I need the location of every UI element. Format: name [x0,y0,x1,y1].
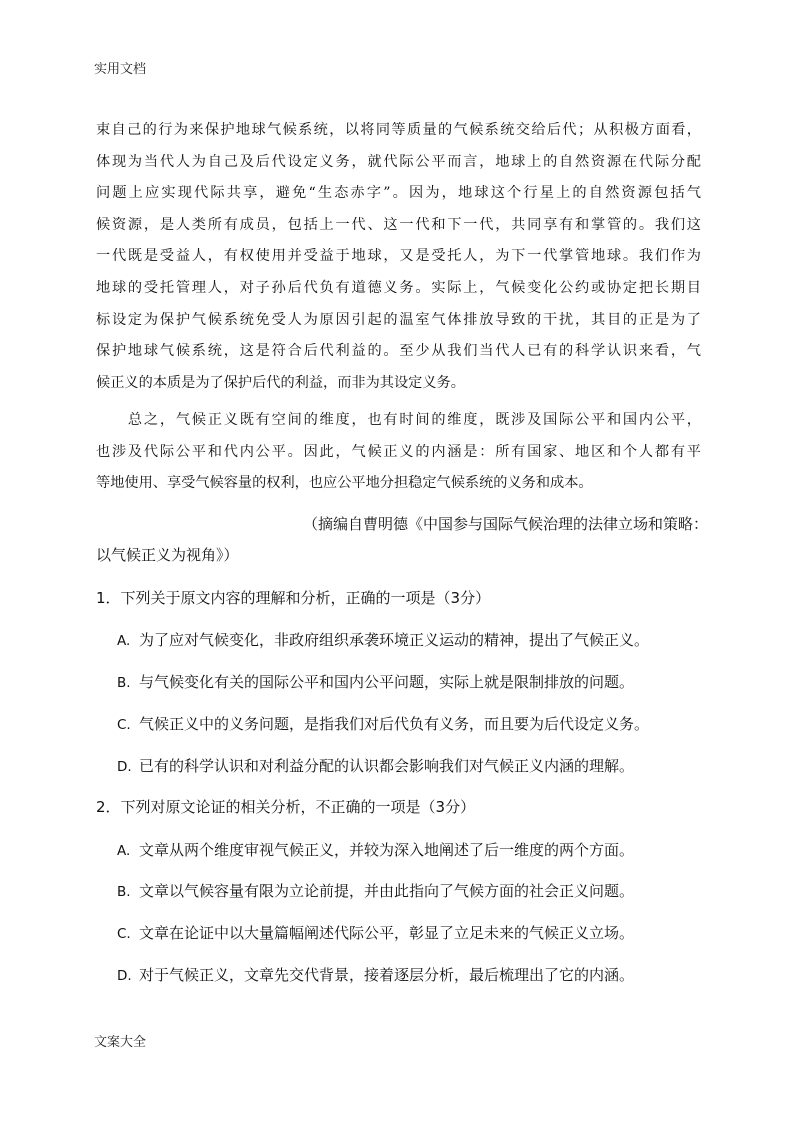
option-text: 文章在论证中以大量篇幅阐述代际公平，彰显了立足未来的气候正义立场。 [139,924,635,942]
option-text: 气候正义中的义务问题，是指我们对后代负有义务，而且要为后代设定义务。 [139,715,650,733]
option-letter: D. [117,968,132,984]
option-text: 为了应对气候变化，非政府组织承袭环境正义运动的精神，提出了气候正义。 [139,631,650,649]
option-letter: D. [117,759,132,775]
source-citation [96,509,708,571]
option-letter: C. [117,926,131,942]
passage-line: 等地使用、享受气候容量的权利，也应公平地分担稳定气候系统的义务和成本。 [96,475,593,492]
option-letter: A. [117,843,131,859]
option-letter: A. [117,633,131,649]
option-letter: B. [117,884,131,900]
source-line-1: （摘编自曹明德《中国参与国际气候治理的法律立场和策略： [302,515,708,533]
question-2-option-b[interactable] [117,881,634,902]
option-letter: B. [117,675,131,691]
option-letter: C. [117,717,131,733]
source-line-2: 以气候正义为视角》） [96,546,239,564]
question-2-option-a[interactable] [117,840,634,861]
option-text: 文章从两个维度审视气候正义，并较为深入地阐述了后一维度的两个方面。 [139,841,635,859]
passage-line: 候正义的本质是为了保护后代的利益，而非为其设定义务。 [96,374,465,391]
passage-line: 一代既是受益人，有权使用并受益于地球，又是受托人，为下一代掌管地球。我们作为 [96,248,701,265]
option-text: 与气候变化有关的国际公平和国内公平问题，实际上就是限制排放的问题。 [139,673,635,691]
passage-line: 保护地球气候系统，这是符合后代利益的。至少从我们当代人已有的科学认识来看，气 [96,343,701,360]
question-1-option-b[interactable] [117,672,634,693]
passage-line: 束自己的行为来保护地球气候系统，以将同等质量的气候系统交给后代；从积极方面看， [96,122,701,138]
passage-line: 候资源，是人类所有成员，包括上一代、这一代和下一代，共同享有和掌管的。我们这 [96,216,701,233]
page-header: 实用文档 [94,62,147,77]
question-1-option-a[interactable] [117,630,649,651]
question-2-option-d[interactable] [117,965,634,986]
passage-line: 也涉及代际公平和代内公平。因此，气候正义的内涵是：所有国家、地区和个人都有平 [96,443,701,460]
passage-paragraph-1 [96,115,701,399]
passage-line: 总之，气候正义既有空间的维度，也有时间的维度，既涉及国际公平和国内公平， [96,412,701,428]
question-1-option-c[interactable] [117,714,649,735]
passage-line: 问题上应实现代际共享，避免“生态赤字”。因为，地球这个行星上的自然资源包括气 [96,185,701,202]
option-text: 文章以气候容量有限为立论前提，并由此指向了气候方面的社会正义问题。 [139,882,635,900]
question-2-stem: 2．下列对原文论证的相关分析，不正确的一项是（3分） [96,798,476,816]
question-1-stem: 1．下列关于原文内容的理解和分析，正确的一项是（3分） [96,589,491,607]
question-2-option-c[interactable] [117,923,634,944]
page-footer: 文案大全 [94,1035,147,1050]
question-1-option-d[interactable] [117,756,634,777]
passage-line: 标设定为保护气候系统免受人为原因引起的温室气体排放导致的干扰，其目的正是为了 [96,311,701,328]
passage-paragraph-2 [96,405,701,500]
passage-line: 体现为当代人为自己及后代设定义务，就代际公平而言，地球上的自然资源在代际分配 [96,153,701,170]
option-text: 对于气候正义，文章先交代背景，接着逐层分析，最后梳理出了它的内涵。 [139,966,635,984]
passage-line: 地球的受托管理人，对子孙后代负有道德义务。实际上，气候变化公约或协定把长期目 [96,279,701,296]
option-text: 已有的科学认识和对利益分配的认识都会影响我们对气候正义内涵的理解。 [139,757,635,775]
